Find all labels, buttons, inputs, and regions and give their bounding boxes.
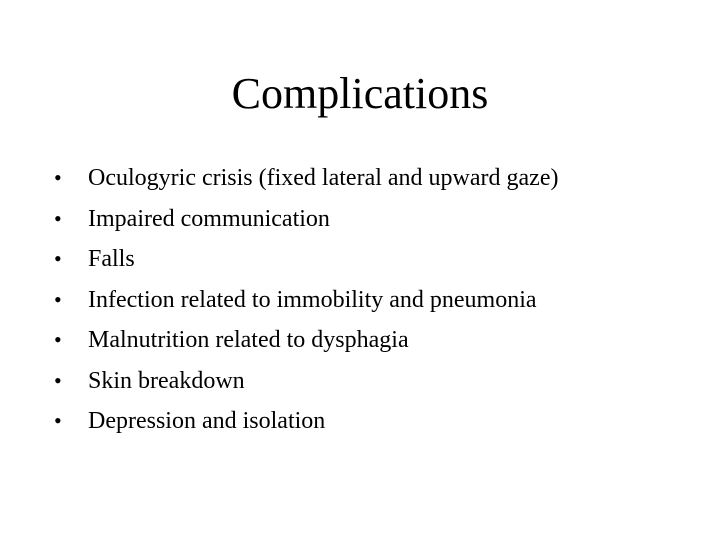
bullet-icon: • [54, 286, 62, 312]
list-item [54, 280, 694, 321]
bullet-text: Oculogyric crisis (fixed lateral and upward gaze) [88, 165, 559, 191]
bullet-icon: • [54, 367, 62, 393]
bullet-icon: • [54, 408, 62, 433]
bullet-list [54, 158, 694, 442]
bullet-icon: • [54, 327, 62, 352]
list-item [54, 401, 694, 442]
list-item [54, 361, 694, 402]
slide-title: Complications [231, 69, 489, 118]
bullet-text: Impaired communication [88, 205, 330, 232]
bullet-text: Malnutrition related to dysphagia [88, 327, 409, 353]
bullet-icon: • [54, 165, 62, 190]
list-item [54, 239, 694, 280]
list-item [54, 158, 694, 199]
list-item [54, 199, 694, 240]
bullet-icon: • [54, 205, 62, 231]
bullet-text: Depression and isolation [88, 408, 326, 434]
bullet-text: Falls [88, 246, 135, 272]
bullet-text: Infection related to immobility and pneumonia [88, 286, 537, 313]
list-item [54, 320, 694, 361]
bullet-text: Skin breakdown [88, 367, 245, 394]
bullet-icon: • [54, 246, 62, 271]
